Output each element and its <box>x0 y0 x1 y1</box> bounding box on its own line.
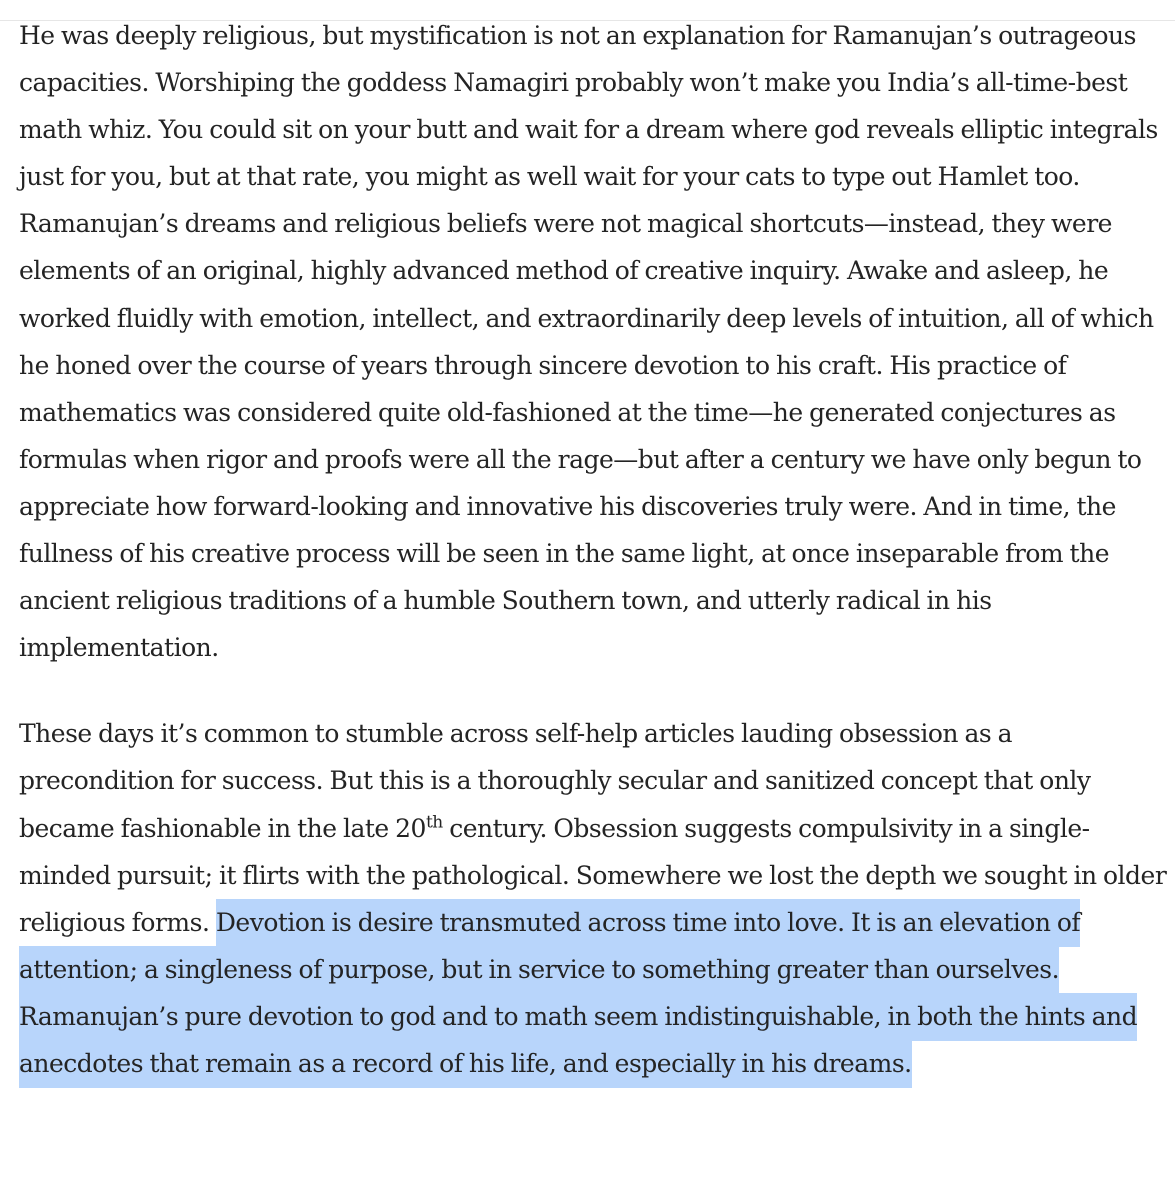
paragraph-2-text-start: These days it’s common to stumble across self-help articles lauding obsession as a precondition for success. But this is a thoroughly secular and sanitized concept that only became fashionable in the late 20 <box>19 719 1091 843</box>
paragraph-2 <box>19 710 1173 1087</box>
paragraph-1: He was deeply religious, but mystification is not an explanation for Ramanujan’s outrageous capacities. Worshiping the goddess Namagiri probably won’t make you India’s all-time-best math whiz. You could sit on your butt and wait for a dream where god reveals elliptic integrals just for you, but at that rate, you might as well wait for your cats to type out Hamlet too. Ramanujan’s dreams and religious beliefs were not magical shortcuts—instead, they were elements of an original, highly advanced method of creative inquiry. Awake and asleep, he worked fluidly with emotion, intellect, and extraordinarily deep levels of intuition, all of which he honed over the course of years through sincere devotion to his craft. His practice of mathematics was considered quite old-fashioned at the time—he generated conjectures as formulas when rigor and proofs were all the rage—but after a century we have only begun to appreciate how forward-looking and innovative his discoveries truly were. And in time, the fullness of his creative process will be seen in the same light, at once inseparable from the ancient religious traditions of a humble Southern town, and utterly radical in his implementation. <box>19 21 1158 663</box>
highlighted-text-selection[interactable]: Devotion is desire transmuted across time into love. It is an elevation of attention; a singleness of purpose, but in service to something greater than ourselves. Ramanujan’s pure devotion to god and to math seem indistinguishable, in both the hints and anecdotes that remain as a record of his life, and especially in his dreams. <box>19 899 1137 1088</box>
article-body <box>19 12 1173 1087</box>
ordinal-superscript: th <box>425 812 443 833</box>
paragraph-2-text-middle: century. Obsession suggests compulsivity in a single-minded pursuit; it flirts with the pathological. Somewhere we lost the depth we sought in older religious forms. <box>19 813 1167 937</box>
